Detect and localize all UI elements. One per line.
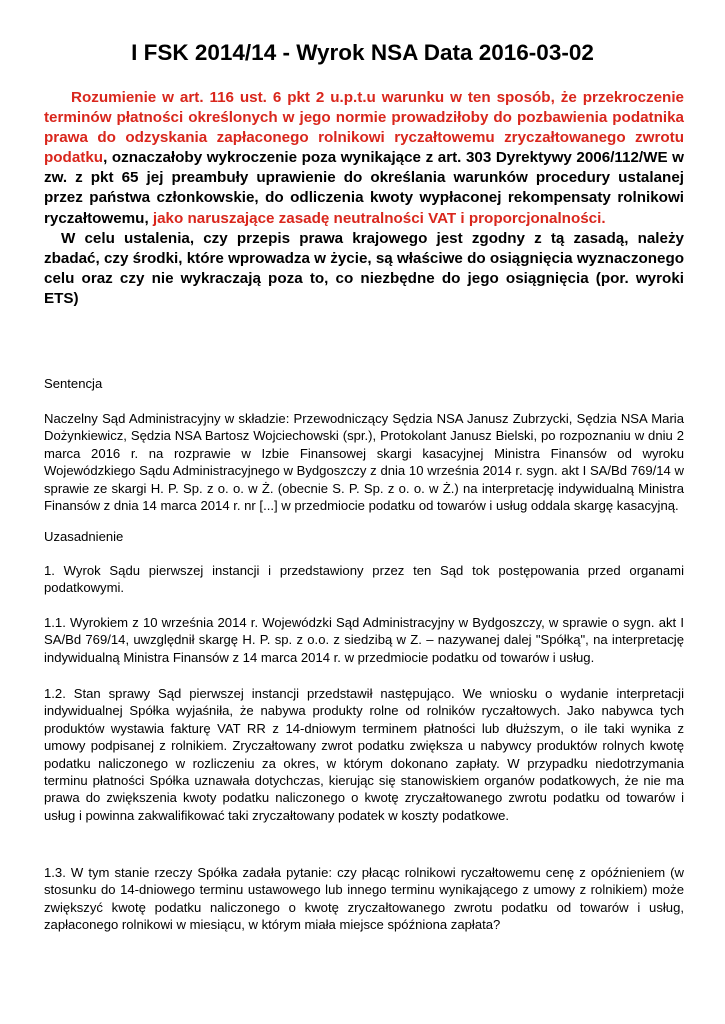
sentencja-heading (44, 375, 684, 392)
section-1-1 (44, 614, 684, 666)
thesis-paragraph-1 (44, 88, 684, 229)
uzasadnienie-heading-text: Uzasadnienie (44, 529, 124, 544)
section-1-2 (44, 685, 684, 824)
uzasadnienie-heading (44, 528, 684, 545)
sentencja-heading-text: Sentencja (44, 376, 103, 391)
document-title: I FSK 2014/14 - Wyrok NSA Data 2016-03-02 (131, 40, 594, 65)
section-1-3-text: 1.3. W tym stanie rzeczy Spółka zadała pytanie: czy płacąc rolnikowi ryczałtowemu cenę z opóźnieniem (w stosunku do 14-dniowego terminu ustawowego lub innego terminu wynikającego z umowy z rolnikiem) może zwiększyć kwotę podatku naliczonego o kwotę zryczałtowanego zwrotu podatku od towarów i usług, zapłaconego rolnikowi w miesiącu, w którym miała miejsce spóźniona zapłata? (44, 865, 684, 933)
sentencja-text: Naczelny Sąd Administracyjny w składzie: Przewodniczący Sędzia NSA Janusz Zubrzycki, Sędzia NSA Maria Dożynkiewicz, Sędzia NSA Bartosz Wojciechowski (spr.), Protokolant Janusz Bielski, po rozpoznaniu w dniu 2 marca 2016 r. na rozprawie w Izbie Finansowej skargi kasacyjnej Ministra Finansów od wyroku Wojewódzkiego Sądu Administracyjnego w Bydgoszczy z dnia 10 września 2014 r. sygn. akt I SA/Bd 769/14 w sprawie ze skargi H. P. Sp. z o. o. w Ż. (obecnie S. P. Sp. z o. o. w Ż.) na interpretację indywidualną Ministra Finansów z dnia 14 marca 2014 r. nr [...] w przedmiocie podatku od towarów i usług oddala skargę kasacyjną. (44, 411, 684, 514)
section-1-2-text: 1.2. Stan sprawy Sąd pierwszej instancji przedstawił następująco. We wniosku o wydanie interpretacji indywidualnej Spółka wyjaśniła, że nabywa produkty rolne od rolników ryczałtowych. Jako nabywca tych produktów wystawia fakturę VAT RR z 14-dniowym terminem płatności lub dłuższym, o ile taki wynika z umowy podpisanej z rolnikiem. Zryczałtowany zwrot podatku zwiększa u nabywcy produktów rolnych kwotę podatku naliczonego w rozliczeniu za okres, w którym dokonano zapłaty. W przypadku niedotrzymania terminu płatności Spółka uznawała dotychczas, kierując się stanowiskiem organów podatkowych, że nie ma prawa do zwiększenia kwoty podatku naliczonego o kwotę zryczałtowanego zwrotu podatku od towarów i usług i powinna zakwalifikować taki zryczałtowany podatek w koszty podatkowe. (44, 686, 684, 823)
section-1-text: 1. Wyrok Sądu pierwszej instancji i przedstawiony przez ten Sąd tok postępowania przed organami podatkowymi. (44, 563, 684, 596)
section-1 (44, 562, 684, 597)
section-1-1-text: 1.1. Wyrokiem z 10 września 2014 r. Wojewódzki Sąd Administracyjny w Bydgoszczy, w sprawie o sygn. akt I SA/Bd 769/14, uwzględnił skargę H. P. sp. z o.o. z siedzibą w Z. – nazywanej dalej "Spółką", na interpretację indywidualną Ministra Finansów z 14 marca 2014 r. w przedmiocie podatku od towarów i usług. (44, 615, 684, 665)
thesis-black-text: , oznaczałoby wykroczenie poza wynikające z art. 303 Dyrektywy 2006/112/WE w zw. z pkt 65 jej preambuły uprawienie do określania warunków procedury ustalanej przez państwa członkowskie, do odliczenia kwoty wypłaconej rekompensaty rolnikowi ryczałtowemu, (44, 149, 684, 227)
thesis-paragraph-2: W celu ustalenia, czy przepis prawa krajowego jest zgodny z tą zasadą, należy zbadać, czy środki, które wprowadza w życie, są właściwe do osiągnięcia wyznaczonego celu oraz czy nie wykraczają poza to, co niezbędne do jego osiągnięcia (por. wyroki ETS) (44, 229, 684, 307)
thesis-red-text-end: jako naruszające zasadę neutralności VAT i proporcjonalności. (152, 209, 606, 227)
thesis-block (44, 88, 684, 309)
thesis-red-text: Rozumienie w art. 116 ust. 6 pkt 2 u.p.t.u warunku w ten sposób, że przekroczenie terminów płatności określonych w jego normie prowadziłoby do pozbawienia podatnika prawa do odzyskania zapłaconego rolnikowi ryczałtowemu zryczałtowanego zwrotu podatku (44, 89, 684, 167)
sentencja-text-block (44, 410, 684, 514)
section-1-3 (44, 864, 684, 934)
